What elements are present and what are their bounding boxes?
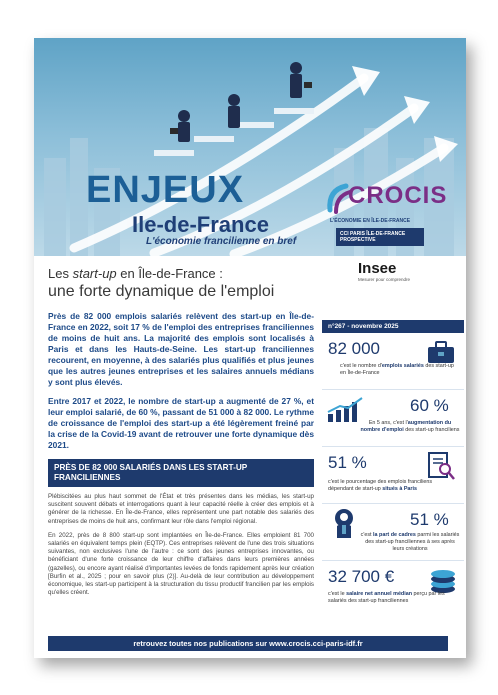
- stat-value: 60 %: [410, 396, 449, 415]
- stat-caption-bold: salaire net annuel médian: [346, 591, 413, 597]
- lead-paragraph-1: Près de 82 000 emplois salariés relèvent des start-up en Île-de-France en 2022, soit 17 % de l'emploi des entreprises franciliennes de moins de huit ans. La majorité des emplois sont localisés à Paris et dans les Hauts-de-Seine. Les start-up franciliennes recourent, en moyenne, à des salariés plus qualifiés et plus jeunes que les autres jeunes entreprises et les salaires annuels médians y sont plus élevés.: [48, 311, 314, 387]
- masthead-title: ENJEUX: [86, 169, 245, 211]
- person-icon: [332, 508, 356, 540]
- stat-item: [322, 333, 464, 390]
- crocis-logo: [322, 178, 452, 218]
- stat-caption-post: perçu par les salariés des start-up franciliennes: [328, 591, 445, 604]
- stat-caption-bold: situés à Paris: [382, 486, 418, 492]
- partner-logos: [322, 178, 458, 282]
- stat-caption: [328, 591, 458, 605]
- stat-caption-bold: augmentation du nombre d'emploi: [360, 420, 452, 433]
- publication-page: [34, 38, 466, 658]
- stat-caption-post: des start-up franciliens: [403, 427, 460, 433]
- stat-value: 51 %: [328, 453, 367, 472]
- stat-item: [322, 561, 464, 617]
- stat-value: 51 %: [410, 510, 449, 529]
- masthead-region: Ile-de-France: [132, 212, 269, 237]
- stat-caption-pre: En 5 ans, c'est l': [368, 420, 408, 426]
- stat-caption-pre: c'est le pourcentage des emplois franciliens dépendant de start-up: [328, 479, 433, 492]
- stat-caption-post: parmi les salariés des start-up franciliennes à ses après leurs créations: [365, 532, 460, 552]
- stat-item: [322, 390, 464, 447]
- headline-end: en Île-de-France :: [116, 266, 223, 281]
- body-text: [48, 493, 314, 597]
- stat-value: 32 700 €: [328, 567, 395, 586]
- lead-paragraph-2: Entre 2017 et 2022, le nombre de start-up a augmenté de 27 %, et leur emploi salarié, de 60 %, passant de 51 000 à 82 000. Le rythme de croissance de l'emploi des start-up a été légèrement freiné par la crise de la Covid-19 avant de retrouver une forte dynamique dès 2021.: [48, 396, 314, 450]
- stat-caption: [328, 479, 458, 493]
- lead-text: [48, 311, 314, 451]
- insee-tagline: Mesurer pour comprendre: [358, 277, 411, 282]
- body-paragraph-2: En 2022, près de 8 800 start-up sont implantées en Île-de-France. Elles emploient 81 700 salariés en équivalent temps plein (EQTP). Ces entreprises relèvent de l'une des trois situations suivantes, non exclusives l'une de l'autre : ce sont des jeunes entreprises innovantes, ou bénéficiant d'une forte croissance de leur chiffre d'affaires dans leurs premières années (gazelles), ou encore ayant réalisé d'importantes levées de fonds rapidement après leur création [Burfin et al., 2025 ; pour en savoir plus (2)]. Au-delà de leur contribution au développement économique, les start-up participent à la structuration du tissu productif francilien par les emplois qu'elles créent.: [48, 531, 314, 597]
- headline-line1: [48, 266, 314, 281]
- body-paragraph-1: Plébiscitées au plus haut sommet de l'État et très présentes dans les médias, les start-up suscitent souvent débats et interrogations quant à leur capacité réelle à créer des emplois et à générer de la richesse. En Île-de-France, elles représentent une part notable des salariés des entreprises de moins de huit ans, confirmant leur rôle dans l'emploi régional.: [48, 493, 314, 525]
- footer-link[interactable]: retrouvez toutes nos publications sur www.crocis.cci-paris-idf.fr: [48, 636, 448, 651]
- stat-caption-pre: c'est le: [328, 591, 347, 597]
- stat-caption-bold: emplois salariés: [381, 363, 424, 369]
- insee-logo: Insee: [358, 260, 397, 277]
- stat-item: [322, 504, 464, 561]
- stat-caption-pre: c'est le nombre d': [340, 363, 382, 369]
- masthead-subtitle: L'économie francilienne en bref: [146, 236, 297, 247]
- headline-emphasis: start-up: [72, 266, 117, 281]
- stat-caption: [340, 363, 458, 377]
- stat-caption-pre: c'est: [360, 532, 374, 538]
- issue-number: n°267 - novembre 2025: [322, 320, 464, 333]
- section-title: PRÈS DE 82 000 SALARIÉS DANS LES START-UP FRANCILIENNES: [48, 459, 314, 487]
- stat-caption-bold: la part de cadres: [373, 532, 416, 538]
- key-figures-panel: [322, 320, 464, 640]
- stat-caption: [360, 420, 460, 434]
- cci-badge: CCI PARIS ÎLE-DE-FRANCE PROSPECTIVE: [336, 228, 424, 246]
- headline-line2: une forte dynamique de l'emploi: [48, 283, 275, 300]
- article-column: [48, 266, 314, 603]
- crocis-tagline: L'ÉCONOMIE EN ÎLE-DE-FRANCE: [330, 218, 411, 224]
- stat-item: [322, 447, 464, 504]
- briefcase-icon: [426, 339, 456, 365]
- headline-start: Les: [48, 266, 73, 281]
- stat-caption: [360, 532, 460, 553]
- masthead: [86, 169, 326, 247]
- magnifier-document-icon: [426, 451, 456, 481]
- crocis-name: CROCIS: [348, 182, 448, 209]
- stat-caption-post: des start-up en Île-de-France: [340, 363, 454, 376]
- stat-value: 82 000: [328, 339, 380, 358]
